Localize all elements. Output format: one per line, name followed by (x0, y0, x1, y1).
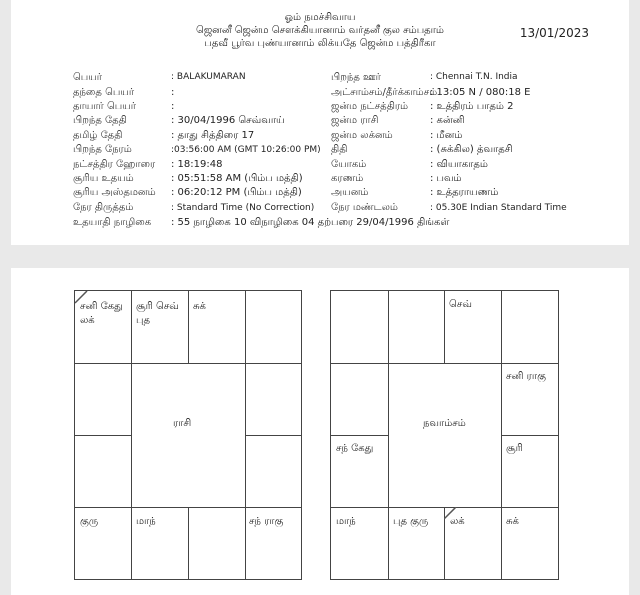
rasi-house-8-planets: மாந் (136, 516, 156, 527)
navamsa-house-2-planets: செவ் (449, 299, 472, 310)
navamsa-house-4-planets: சனி ராகு (506, 371, 546, 382)
birth-date-label: பிறந்த தேதி (73, 115, 127, 126)
janma-lagna-label: ஜன்ம லக்னம் (331, 130, 393, 141)
rasi-house-2-planets: சுக் (193, 301, 206, 312)
rasi-house-12-planets: சனி கேது (80, 301, 123, 312)
navamsa-chart (330, 290, 559, 580)
rasi-house-9-planets: குரு (80, 516, 99, 527)
birth-time-label: பிறந்த நேரம் (73, 144, 132, 155)
lat-long-value: : 13:05 N / 080:18 E (430, 87, 531, 98)
navamsa-house-5-planets: சூரி (506, 443, 523, 454)
rasi-house-1-planets: சூரி செவ் (136, 301, 179, 312)
star-hora-value: : 18:19:48 (171, 159, 223, 170)
tamil-date-value: : தாது சித்திரை 17 (171, 130, 255, 141)
karanam-label: கரணம் (331, 173, 364, 184)
birth-place-value: : Chennai T.N. India (430, 72, 518, 82)
rasi-house-12-lagna: லக் (80, 315, 95, 326)
yogam-value: : வியாகாதம் (430, 159, 488, 170)
karanam-value: : பவம் (430, 173, 462, 184)
tithi-label: திதி (331, 144, 348, 155)
udayadi-nazhigai-label: உதயாதி நாழிகை (73, 217, 152, 228)
time-zone-label: நேர மண்டலம் (331, 202, 398, 213)
verse-line-1: ஜெனனீ ஜென்ம சௌக்கியானாம் வர்தனீ குல சம்பதாம் (196, 25, 444, 36)
tithi-value: : (சுக்கில) த்வாதசி (430, 144, 513, 155)
birth-place-label: பிறந்த ஊர் (331, 72, 381, 83)
sunset-label: சூரிய அஸ்தமனம் (73, 187, 156, 198)
lat-long-label: அட்சாம்சம்/தீர்க்காம்சம் (331, 87, 438, 98)
janma-rasi-value: : கன்னி (430, 115, 465, 126)
sunrise-value: : 05:51:58 AM (பிம்ப மத்தி) (171, 173, 303, 184)
mother-name-label: தாயார் பெயர் (73, 101, 136, 112)
time-correction-label: நேர திருத்தம் (73, 202, 134, 213)
rasi-house-6-planets: சந் ராகு (249, 516, 284, 527)
navamsa-house-8-planets: புத குரு (393, 516, 429, 527)
print-date: 13/01/2023 (519, 26, 589, 40)
father-name-value: : (171, 87, 175, 98)
yogam-label: யோகம் (331, 159, 367, 170)
janma-rasi-label: ஜன்ம ராசி (331, 115, 379, 126)
birth-time-value: :03:56:00 AM (GMT 10:26:00 PM) (171, 145, 321, 155)
time-correction-value: : Standard Time (No Correction) (171, 203, 315, 213)
ayanam-label: அயனம் (331, 187, 369, 198)
star-hora-label: நட்சத்திர ஹோரை (73, 159, 156, 170)
charts-card (11, 268, 629, 595)
father-name-label: தந்தை பெயர் (73, 87, 135, 98)
sunrise-label: சூரிய உதயம் (73, 173, 134, 184)
janma-nakshatra-value: : உத்திரம் பாதம் 2 (430, 101, 514, 112)
rasi-house-1-planets-2: புத (136, 315, 150, 326)
navamsa-house-7-planets: லக் (450, 516, 465, 527)
udayadi-nazhigai-value: : 55 நாழிகை 10 விநாழிகை 04 தற்பரை 29/04/1996 திங்கள் (171, 217, 450, 228)
name-value: : BALAKUMARAN (171, 72, 246, 82)
navamsa-house-6-planets: சுக் (506, 516, 519, 527)
birth-date-value: : 30/04/1996 செவ்வாய் (171, 115, 285, 126)
sunset-value: : 06:20:12 PM (பிம்ப மத்தி) (171, 187, 302, 198)
time-zone-value: : 05.30E Indian Standard Time (430, 203, 567, 213)
navamsa-house-9-planets: மாந் (336, 516, 356, 527)
navamsa-house-11-planets: சந் கேது (336, 443, 374, 454)
rasi-chart (74, 290, 302, 580)
janma-lagna-value: : மீனம் (430, 130, 463, 141)
name-label: பெயர் (73, 72, 103, 83)
navamsa-chart-title: நவாம்சம் (423, 418, 466, 429)
verse-line-2: பதவீ பூர்வ புண்யானாம் லிக்யதே ஜென்ம பத்திரீகா (204, 38, 436, 49)
rasi-chart-title: ராசி (173, 418, 192, 429)
tamil-date-label: தமிழ் தேதி (73, 130, 123, 141)
janma-nakshatra-label: ஜன்ம நட்சத்திரம் (331, 101, 409, 112)
horoscope-details-card (11, 0, 629, 245)
mother-name-value: : (171, 101, 175, 112)
ayanam-value: : உத்தராயணம் (430, 187, 499, 198)
invocation-line: ஓம் நமச்சிவாய (284, 12, 356, 23)
